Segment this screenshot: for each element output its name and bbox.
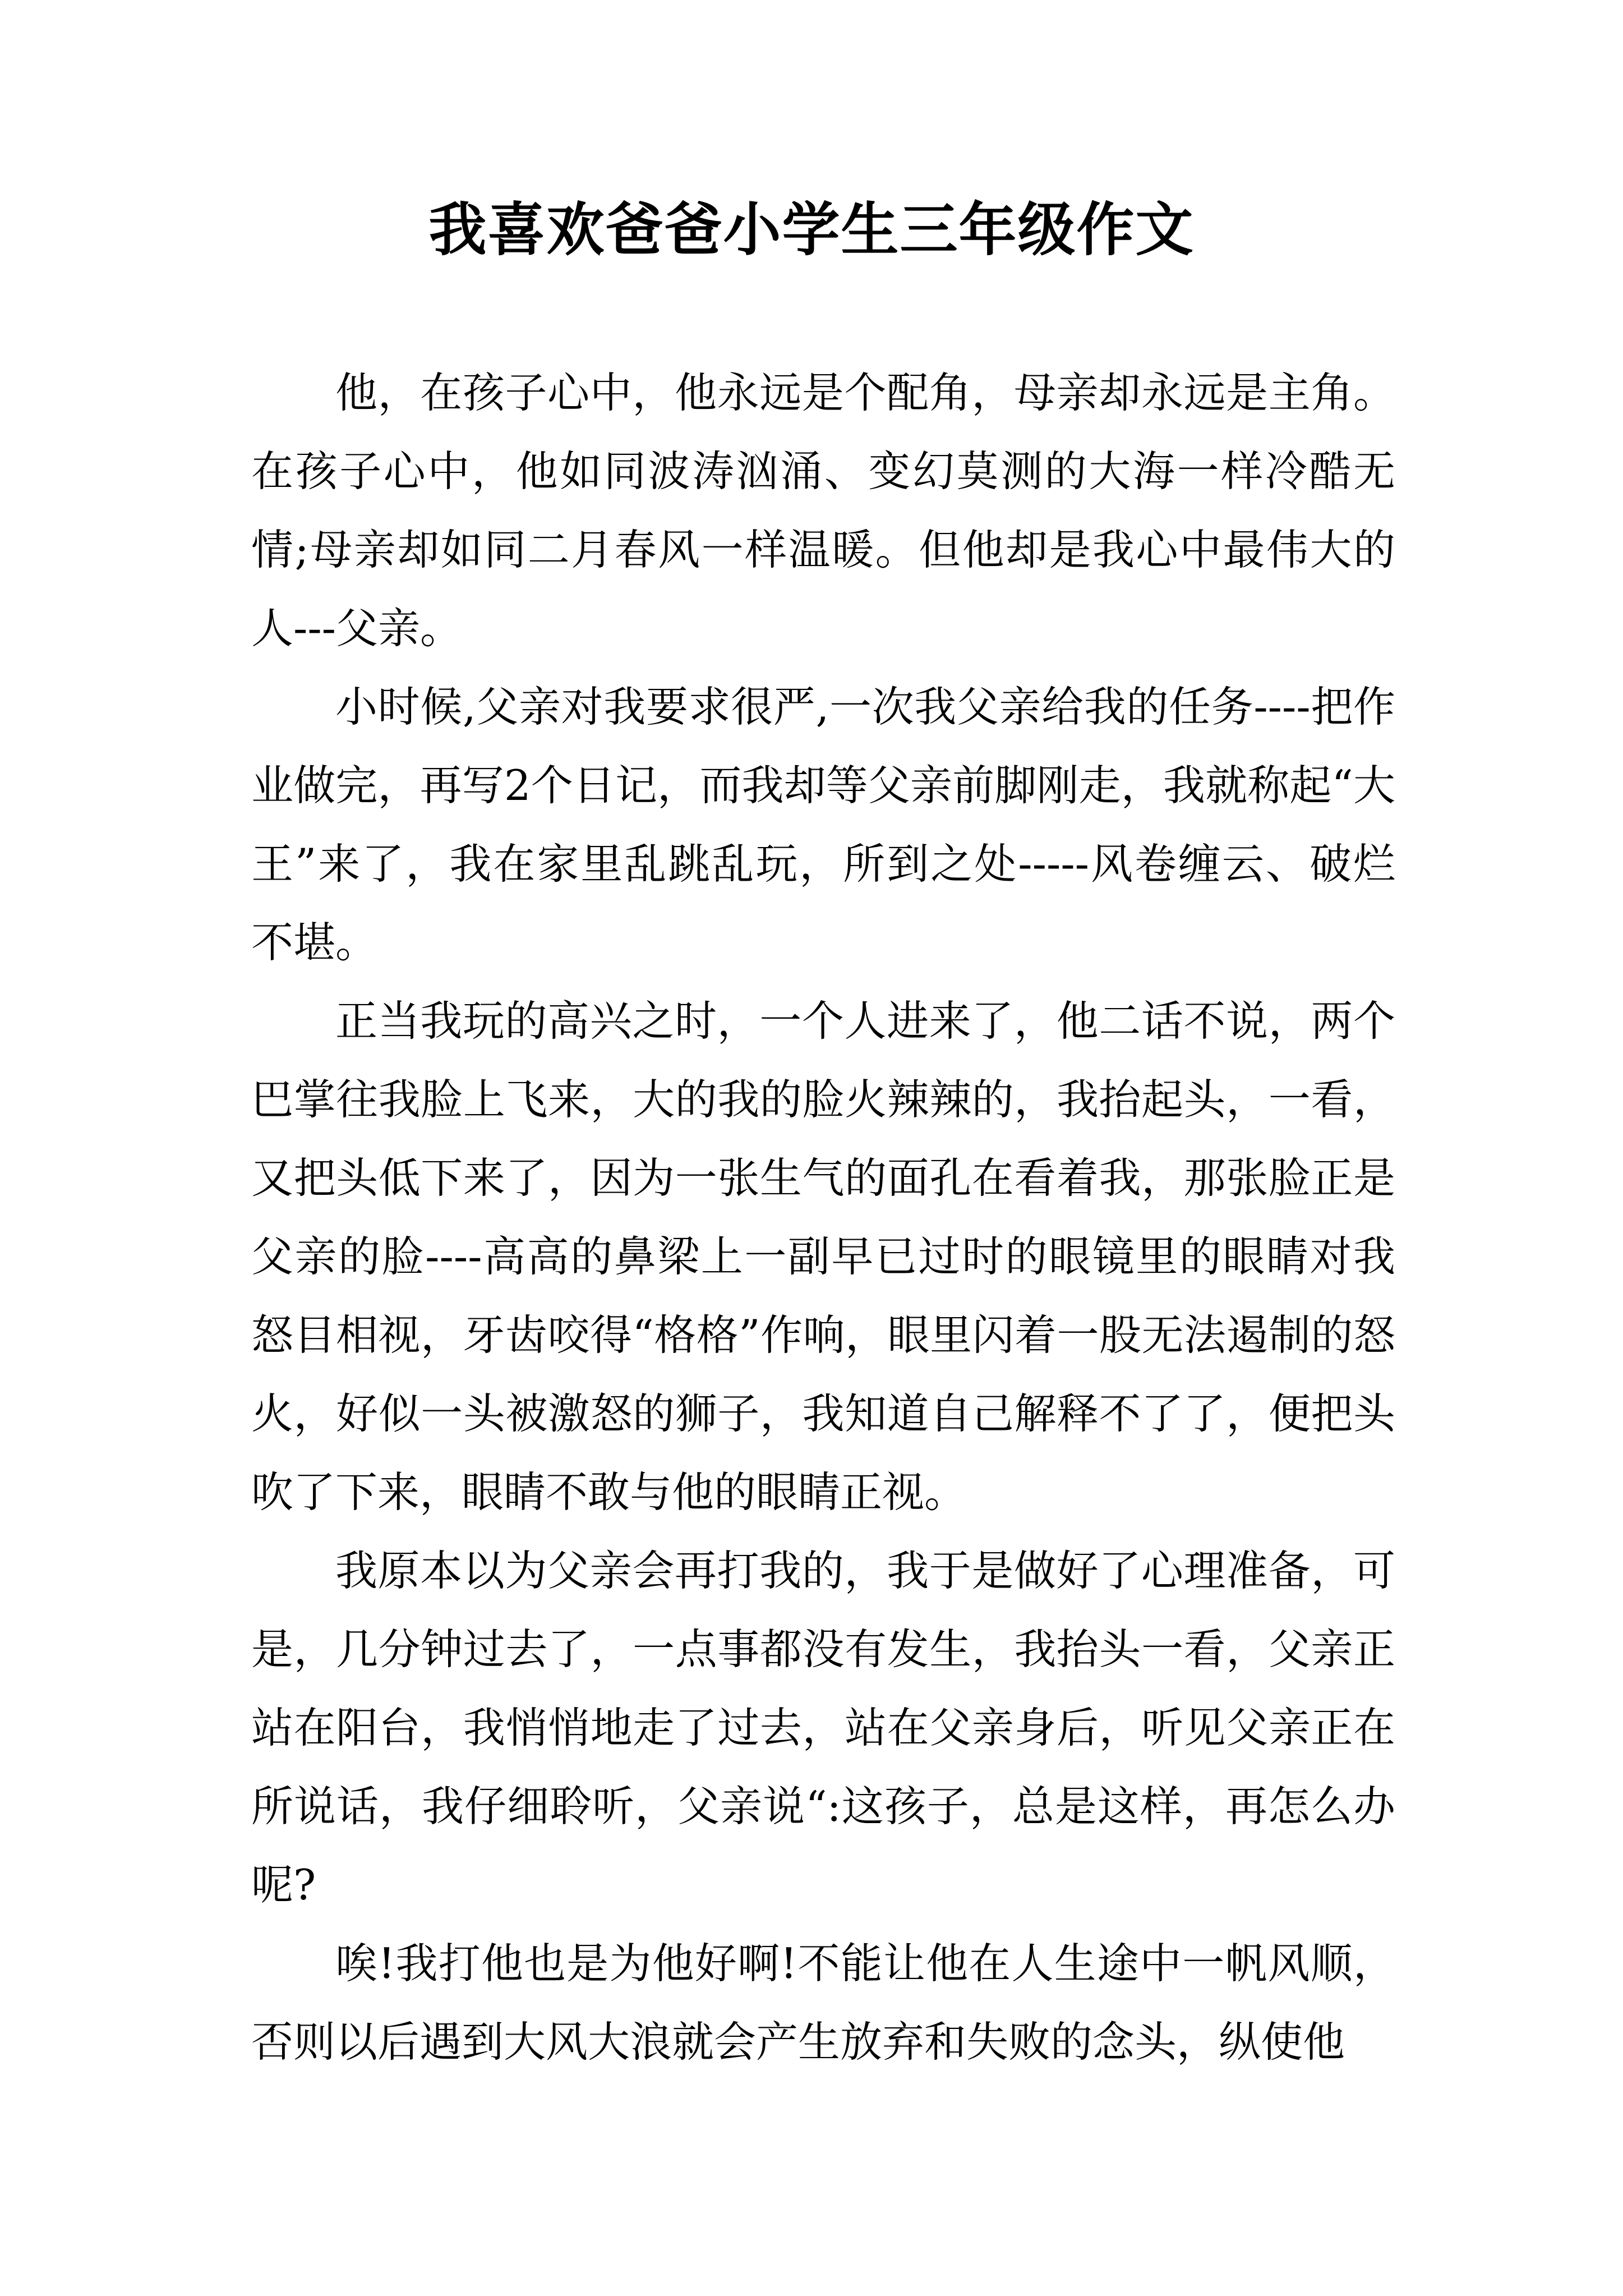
paragraph: 他，在孩子心中，他永远是个配角，母亲却永远是主角。在孩子心中，他如同波涛汹涌、变幻莫测的大海一样冷酷无情;母亲却如同二月春风一样温暖。但他却是我心中最伟大的人---父亲。 — [251, 368, 1395, 653]
paragraph: 唉!我打他也是为他好啊!不能让他在人生途中一帆风顺，否则以后遇到大风大浪就会产生放弃和失败的念头，纵使他 — [251, 1939, 1395, 2067]
document-title: 我喜欢爸爸小学生三年级作文 — [428, 196, 1195, 264]
document-body — [251, 353, 1395, 2081]
paragraph: 小时候,父亲对我要求很严,一次我父亲给我的任务----把作业做完，再写2个日记，而我却等父亲前脚刚走，我就称起“大王”来了，我在家里乱跳乱玩，所到之处-----风卷缠云、破烂不堪。 — [251, 682, 1395, 967]
paragraph: 正当我玩的高兴之时，一个人进来了，他二话不说，两个巴掌往我脸上飞来，大的我的脸火辣辣的，我抬起头，一看，又把头低下来了，因为一张生气的面孔在看着我，那张脸正是父亲的脸----高高的鼻梁上一副早已过时的眼镜里的眼睛对我怒目相视，牙齿咬得“格格”作响，眼里闪着一股无法遏制的怒火，好似一头被激怒的狮子，我知道自己解释不了了，便把头吹了下来，眼睛不敢与他的眼睛正视。 — [251, 996, 1395, 1517]
paragraph: 我原本以为父亲会再打我的，我于是做好了心理准备，可是，几分钟过去了，一点事都没有发生，我抬头一看，父亲正站在阳台，我悄悄地走了过去，站在父亲身后，听见父亲正在所说话，我仔细聆听，父亲说“:这孩子，总是这样，再怎么办呢? — [251, 1546, 1395, 1910]
